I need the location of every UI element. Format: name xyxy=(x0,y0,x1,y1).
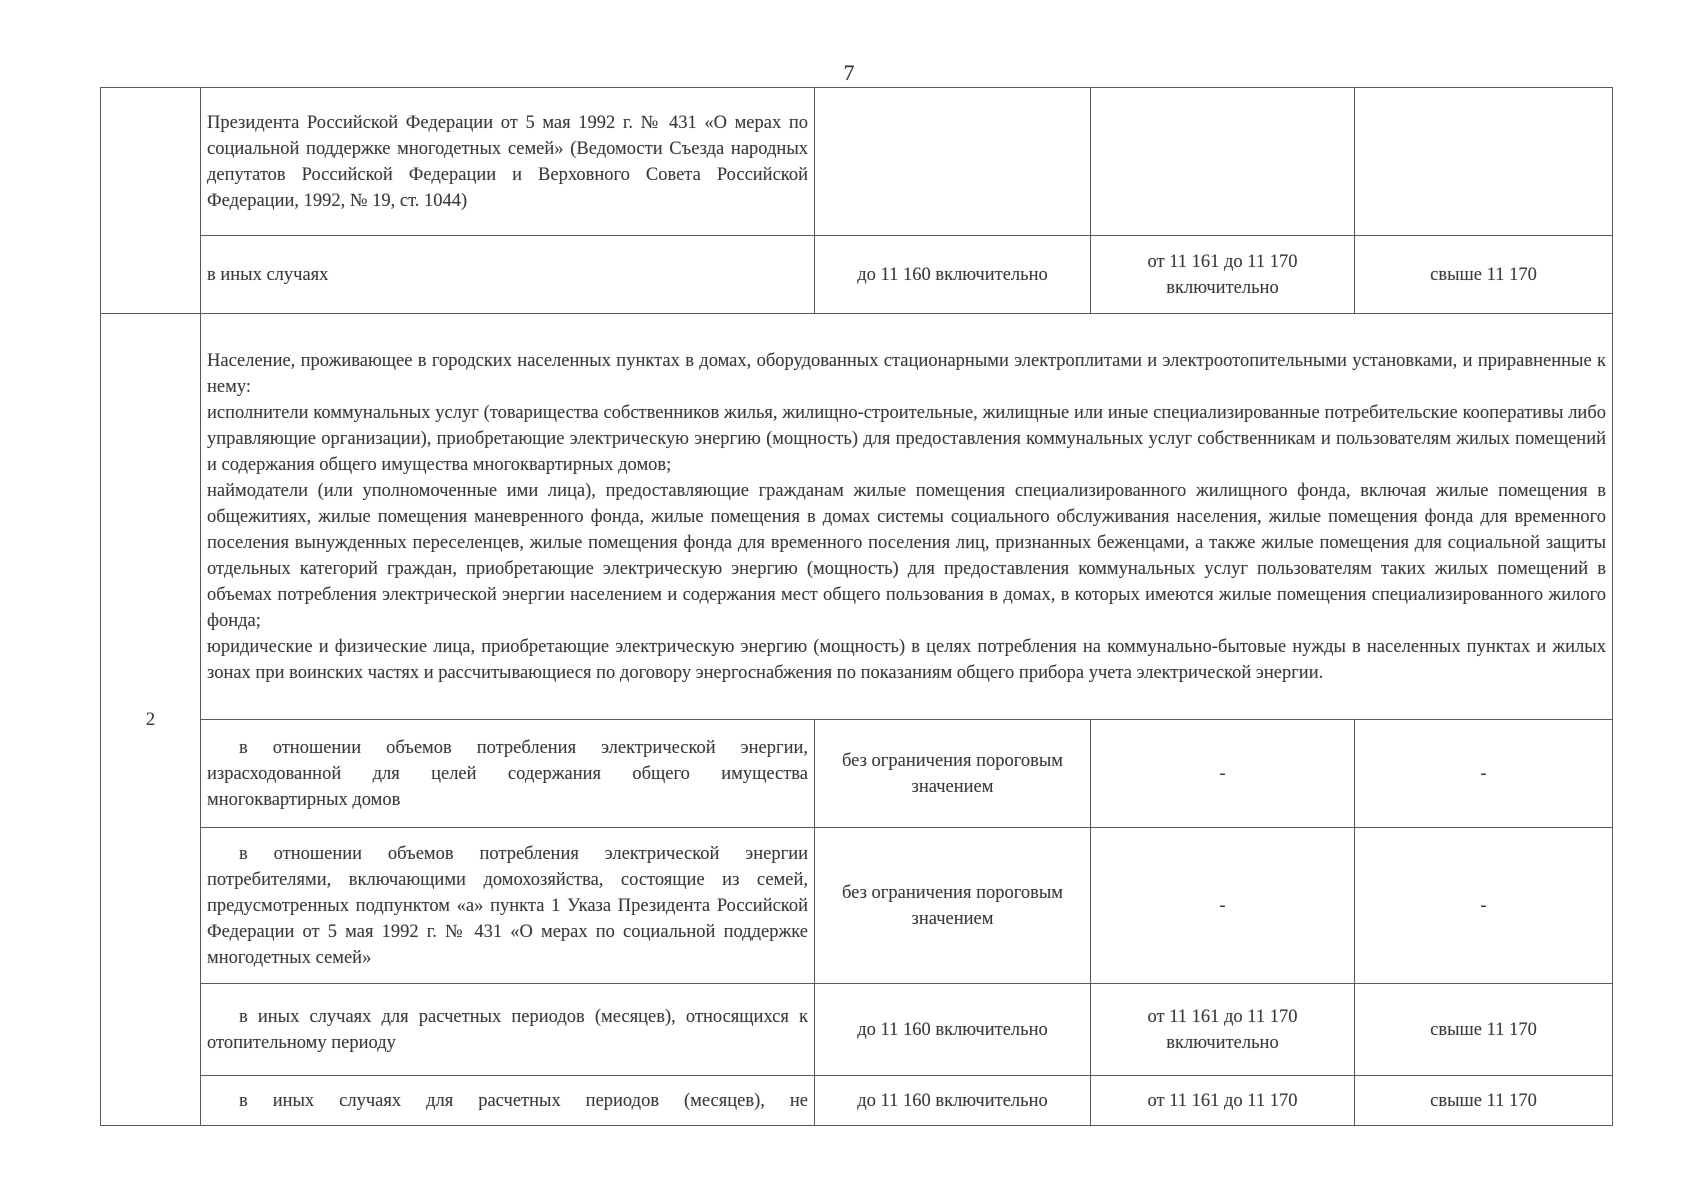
threshold-low-cell: без ограничения пороговым значением xyxy=(815,720,1091,828)
threshold-mid-cell: от 11 161 до 11 170 xyxy=(1091,1076,1355,1126)
threshold-mid-cell: - xyxy=(1091,828,1355,984)
threshold-low-cell: до 11 160 включительно xyxy=(815,236,1091,314)
threshold-high-cell: - xyxy=(1355,720,1613,828)
threshold-high-cell: свыше 11 170 xyxy=(1355,984,1613,1076)
threshold-low-cell: до 11 160 включительно xyxy=(815,984,1091,1076)
table-row xyxy=(101,1076,1613,1126)
threshold-low-cell: до 11 160 включительно xyxy=(815,1076,1091,1126)
row-number-cell xyxy=(101,88,201,314)
table-row xyxy=(101,720,1613,828)
category-paragraph: юридические и физические лица, приобретающие электрическую энергию (мощность) в целях потребления на коммунально-бытовые нужды в населенных пунктах и жилых зонах при воинских частях и рассчитывающиеся по договору энергоснабжения по показаниям общего прибора учета электрической энергии. xyxy=(207,636,1606,683)
description-cell: в иных случаях для расчетных периодов (месяцев), не xyxy=(201,1076,815,1126)
category-description-cell xyxy=(201,314,1613,720)
category-paragraph: исполнители коммунальных услуг (товарищества собственников жилья, жилищно-строительные, жилищные или иные специализированные потребительские кооперативы либо управляющие организации), приобретающие электрическую энергию (мощность) для предоставления коммунальных услуг собственникам и пользователям жилых помещений и содержания общего имущества многоквартирных домов; xyxy=(207,402,1606,475)
threshold-low-cell: без ограничения пороговым значением xyxy=(815,828,1091,984)
description-cell: в иных случаях xyxy=(201,236,815,314)
row-number-cell: 2 xyxy=(101,314,201,1126)
category-paragraph: наймодатели (или уполномоченные ими лица), предоставляющие гражданам жилые помещения специализированного жилищного фонда, включая жилые помещения в общежитиях, жилые помещения маневренного фонда, жилые помещения в домах системы социального обслуживания населения, жилые помещения фонда для временного поселения вынужденных переселенцев, жилые помещения фонда для временного поселения лиц, признанных беженцами, а также жилые помещения для социальной защиты отдельных категорий граждан, приобретающие электрическую энергию (мощность) для предоставления коммунальных услуг пользователям таких жилых помещений в объемах потребления электрической энергии населением и содержания мест общего пользования в домах, в которых имеются жилые помещения специализированного жилого фонда; xyxy=(207,480,1606,631)
threshold-mid-cell: от 11 161 до 11 170 включительно xyxy=(1091,236,1355,314)
table-row xyxy=(101,984,1613,1076)
description-cell: в отношении объемов потребления электрической энергии, израсходованной для целей содержания общего имущества многоквартирных домов xyxy=(201,720,815,828)
page-number: 7 xyxy=(843,60,855,85)
threshold-low-cell xyxy=(815,88,1091,236)
table-row xyxy=(101,236,1613,314)
threshold-high-cell: свыше 11 170 xyxy=(1355,1076,1613,1126)
tariff-table xyxy=(100,87,1613,1126)
threshold-high-cell xyxy=(1355,88,1613,236)
threshold-high-cell: свыше 11 170 xyxy=(1355,236,1613,314)
description-cell: в отношении объемов потребления электрической энергии потребителями, включающими домохозяйства, состоящие из семей, предусмотренных подпунктом «а» пункта 1 Указа Президента Российской Федерации от 5 мая 1992 г. № 431 «О мерах по социальной поддержке многодетных семей» xyxy=(201,828,815,984)
threshold-high-cell: - xyxy=(1355,828,1613,984)
table-row xyxy=(101,828,1613,984)
threshold-mid-cell xyxy=(1091,88,1355,236)
table-row xyxy=(101,314,1613,720)
description-cell: Президента Российской Федерации от 5 мая 1992 г. № 431 «О мерах по социальной поддержке многодетных семей» (Ведомости Съезда народных депутатов Российской Федерации и Верховного Совета Российской Федерации, 1992, № 19, ст. 1044) xyxy=(201,88,815,236)
threshold-mid-cell: - xyxy=(1091,720,1355,828)
description-cell: в иных случаях для расчетных периодов (месяцев), относящихся к отопительному периоду xyxy=(201,984,815,1076)
table-row xyxy=(101,88,1613,236)
category-paragraph: Население, проживающее в городских населенных пунктах в домах, оборудованных стационарными электроплитами и электроотопительными установками, и приравненные к нему: xyxy=(207,350,1606,397)
threshold-mid-cell: от 11 161 до 11 170 включительно xyxy=(1091,984,1355,1076)
